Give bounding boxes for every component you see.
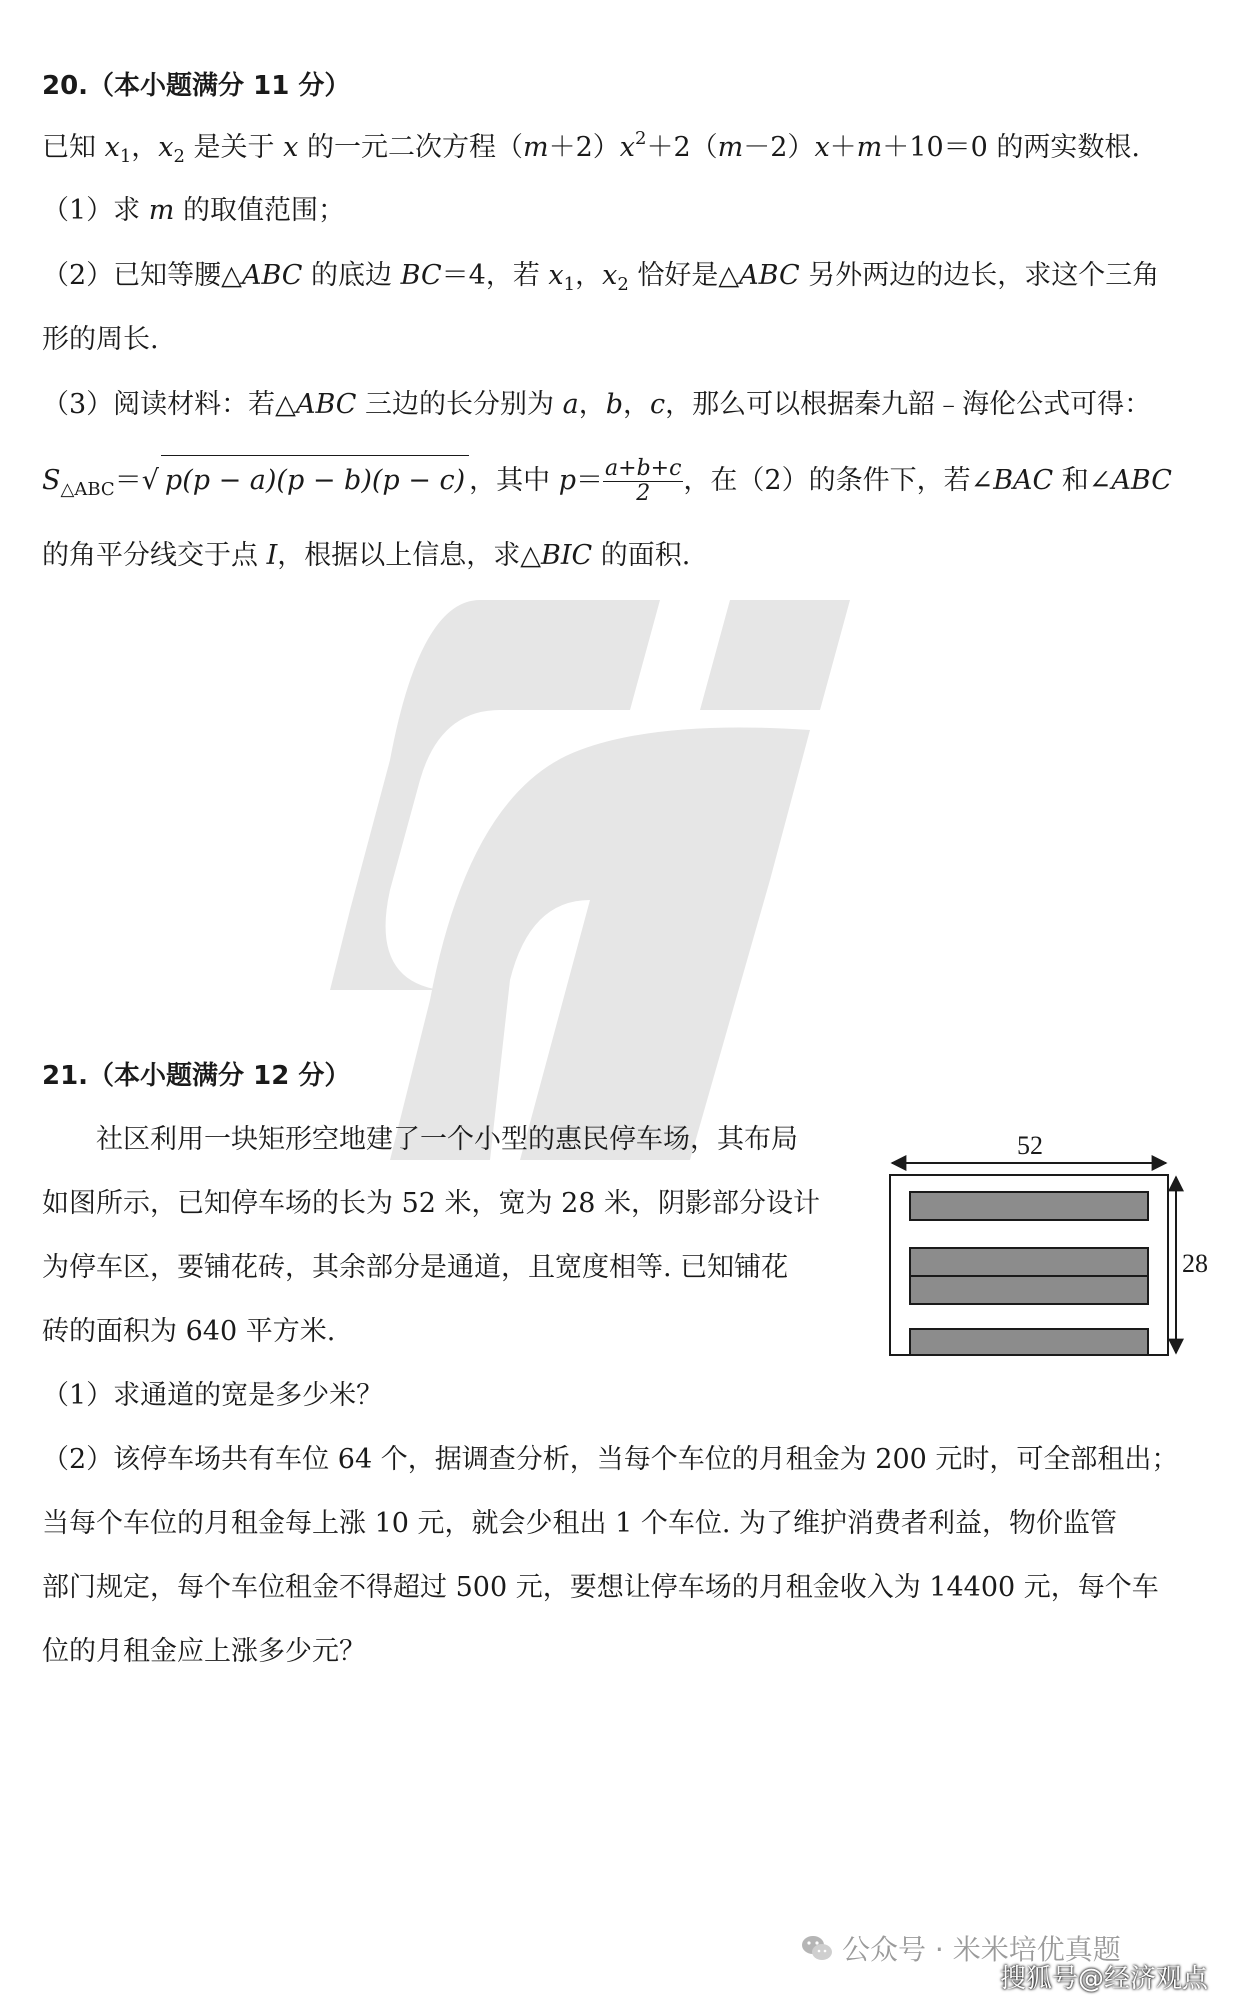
q21-heading: 21.（本小题满分 12 分） [42,1061,351,1091]
length-label: 52 [1017,1131,1043,1160]
q20-intro: 已知 $x_1$，$x_2$ 是关于 x 的一元二次方程$(m+2)x^2+2(m-2)x+m+10=0$ 的两实数根. [42,128,1140,167]
q20-heading: 20.（本小题满分 11 分） [42,71,351,101]
q20-formula: $S_{\triangle ABC}=√$ p(p − a)(p − b)(p − c) ，其中 p＝ $\frac{a+b+c}{2}$ ，在（2）的条件下，若∠BAC 和∠ABC [42,456,1172,506]
q20-part1: （1）求 m 的取值范围； [42,195,345,226]
wechat-account: 公众号 · 米米培优真题 [842,1933,1121,1966]
q21-para-2: 如图所示，已知停车场的长为 52 米，宽为 28 米，阴影部分设计 [42,1188,821,1219]
wechat-icon [800,1931,834,1965]
heron-radicand: p(p − a)(p − b)(p − c) [161,455,469,506]
q21-part1: （1）求通道的宽是多少米？ [42,1380,384,1411]
parking-row-1 [910,1192,1148,1220]
q20-part2-cont: 形的周长. [42,324,159,355]
q21-para-1: 社区利用一块矩形空地建了一个小型的惠民停车场，其布局 [96,1124,798,1155]
parking-row-3 [910,1276,1148,1304]
q21-para-4: 砖的面积为 640 平方米. [42,1316,336,1347]
parking-row-4 [910,1329,1148,1355]
q21-para-3: 为停车区，要铺花砖，其余部分是通道，且宽度相等. 已知铺花 [42,1252,789,1283]
semi-perimeter-fraction: $\frac{a+b+c}{2}$ [605,456,682,506]
sohu-watermark: 搜狐号@经济观点 [1000,1964,1209,1994]
q21-part2-line4: 位的月租金应上涨多少元？ [42,1636,366,1667]
parking-lot-figure [880,1130,1210,1365]
width-label: 28 [1182,1249,1208,1278]
watermark-logo [330,560,890,1160]
q21-part2-line1: （2）该停车场共有车位 64 个，据调查分析，当每个车位的月租金为 200 元时，可全部租出； [42,1444,1179,1475]
q21-part2-line3: 部门规定，每个车位租金不得超过 500 元，要想让停车场的月租金收入为 14400 元，每个车 [42,1572,1159,1603]
q20-last: 的角平分线交于点 I，根据以上信息，求△BIC 的面积. [42,540,691,571]
q20-part3: （3）阅读材料：若△ABC 三边的长分别为 a，b，c，那么可以根据秦九韶﹣海伦公式可得： [42,389,1152,420]
q20-part2: （2）已知等腰△ABC 的底边 BC＝4，若 $x_1$，$x_2$ 恰好是△ABC 另外两边的边长，求这个三角 [42,260,1160,295]
parking-row-2 [910,1248,1148,1276]
q21-part2-line2: 当每个车位的月租金每上涨 10 元，就会少租出 1 个车位. 为了维护消费者利益，物价监管 [42,1508,1118,1539]
